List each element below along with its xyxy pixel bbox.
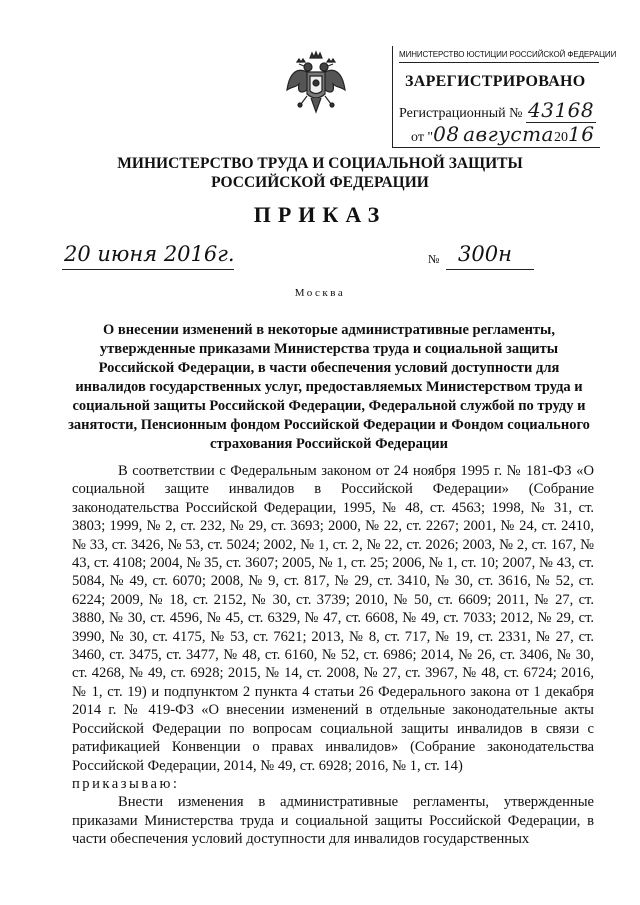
russian-coat-of-arms-icon (285, 50, 347, 116)
order-date: 20 июня 2016г. (64, 242, 235, 266)
stamp-date-row (411, 122, 594, 146)
order-title: ПРИКАЗ (253, 202, 387, 227)
order-date-underline (62, 269, 234, 270)
order-word: приказываю: (72, 775, 180, 792)
stamp-date-day: 08 (433, 122, 460, 146)
order-number: 300н (458, 242, 512, 266)
stamp-date-year-prefix: 20 (553, 130, 568, 145)
body-paragraph-preamble: В соответствии с Федеральным законом от 24 ноября 1995 г. № 181-ФЗ «О социальной защите инвалидов в Российской Федерации» (Собрание законодательства Российской Федерации, 1995, № 48, ст. 4563; 1998, № 31, ст. 3803; 1999, № 2, ст. 232, № 29, ст. 3693; 2000, № 22, ст. 2267; 2001, № 24, ст. 2410, № 33, ст. 3426, № 53, ст. 5024; 2002, № 1, ст. 2, № 22, ст. 2026; 2003, № 2, ст. 167, № 43, ст. 4108; 2004, № 35, ст. 3607; 2005, № 1, ст. 25; 2006, № 1, ст. 10; 2007, № 43, ст. 5084, № 49, ст. 6070; 2008, № 9, ст. 817, № 29, ст. 3410, № 30, ст. 3616, № 52, ст. 6224; 2009, № 18, ст. 2152, № 30, ст. 3739; 2010, № 50, ст. 6609; 2011, № 27, ст. 3880, № 30, ст. 4596, № 45, ст. 6329, № 47, ст. 6608, № 49, ст. 7033; 2012, № 29, ст. 3990, № 30, ст. 4175, № 53, ст. 7621; 2013, № 8, ст. 717, № 19, ст. 2331, № 27, ст. 3460, ст. 3475, ст. 3477, № 48, ст. 6160, № 52, ст. 6986; 2014, № 26, ст. 3406, № 30, ст. 4268, № 49, ст. 6928; 2015, № 14, ст. 2008, № 27, ст. 3967, № 48, ст. 6724; 2016, № 1, ст. 19) и подпунктом 2 пункта 4 статьи 26 Федерального закона от 1 декабря 2014 г. № 419-ФЗ «О внесении изменений в отдельные законодательные акты Российской Федерации по вопросам социальной защиты инвалидов в связи с ратификацией Конвенции о правах инвалидов» (Собрание законодательства Российской Федерации, 2014, № 49, ст. 6928; 2016, № 1, ст. 14) (72, 463, 594, 774)
ministry-name-line1: МИНИСТЕРСТВО ТРУДА И СОЦИАЛЬНОЙ ЗАЩИТЫ (117, 155, 523, 172)
order-city: Москва (294, 287, 346, 299)
order-subject: О внесении изменений в некоторые административные регламенты, утвержденные приказами Министерства труда и социальной защиты Российской Федерации, в части обеспечения условий доступности для инвалидов государственных услуг, предоставляемых Министерством труда и социальной защиты Российской Федерации, Федеральной службой по труду и занятости, Пенсионным фондом Российской Федерации и Фондом социального страхования Российской Федерации (68, 322, 590, 452)
order-number-label: № (428, 252, 440, 266)
stamp-date-year: 16 (567, 122, 595, 146)
order-body (72, 462, 594, 849)
stamp-reg-number-label: Регистрационный № (399, 106, 523, 121)
stamp-date-prefix: от " (411, 130, 434, 145)
ministry-name-line2: РОССИЙСКОЙ ФЕДЕРАЦИИ (211, 174, 429, 191)
body-paragraph-instruction: Внести изменения в административные регламенты, утвержденные приказами Министерства труда и социальной защиты Российской Федерации, в части обеспечения условий доступности для инвалидов государственных (72, 794, 594, 848)
stamp-registered-label: ЗАРЕГИСТРИРОВАНО (405, 73, 586, 90)
stamp-reg-number: 43168 (528, 98, 595, 122)
stamp-reg-number-row (399, 98, 596, 122)
order-number-underline (446, 269, 534, 270)
stamp-date-month: августа (463, 122, 554, 146)
registration-stamp (392, 46, 617, 148)
stamp-ministry-name: МИНИСТЕРСТВО ЮСТИЦИИ РОССИЙСКОЙ ФЕДЕРАЦИИ (399, 50, 599, 63)
